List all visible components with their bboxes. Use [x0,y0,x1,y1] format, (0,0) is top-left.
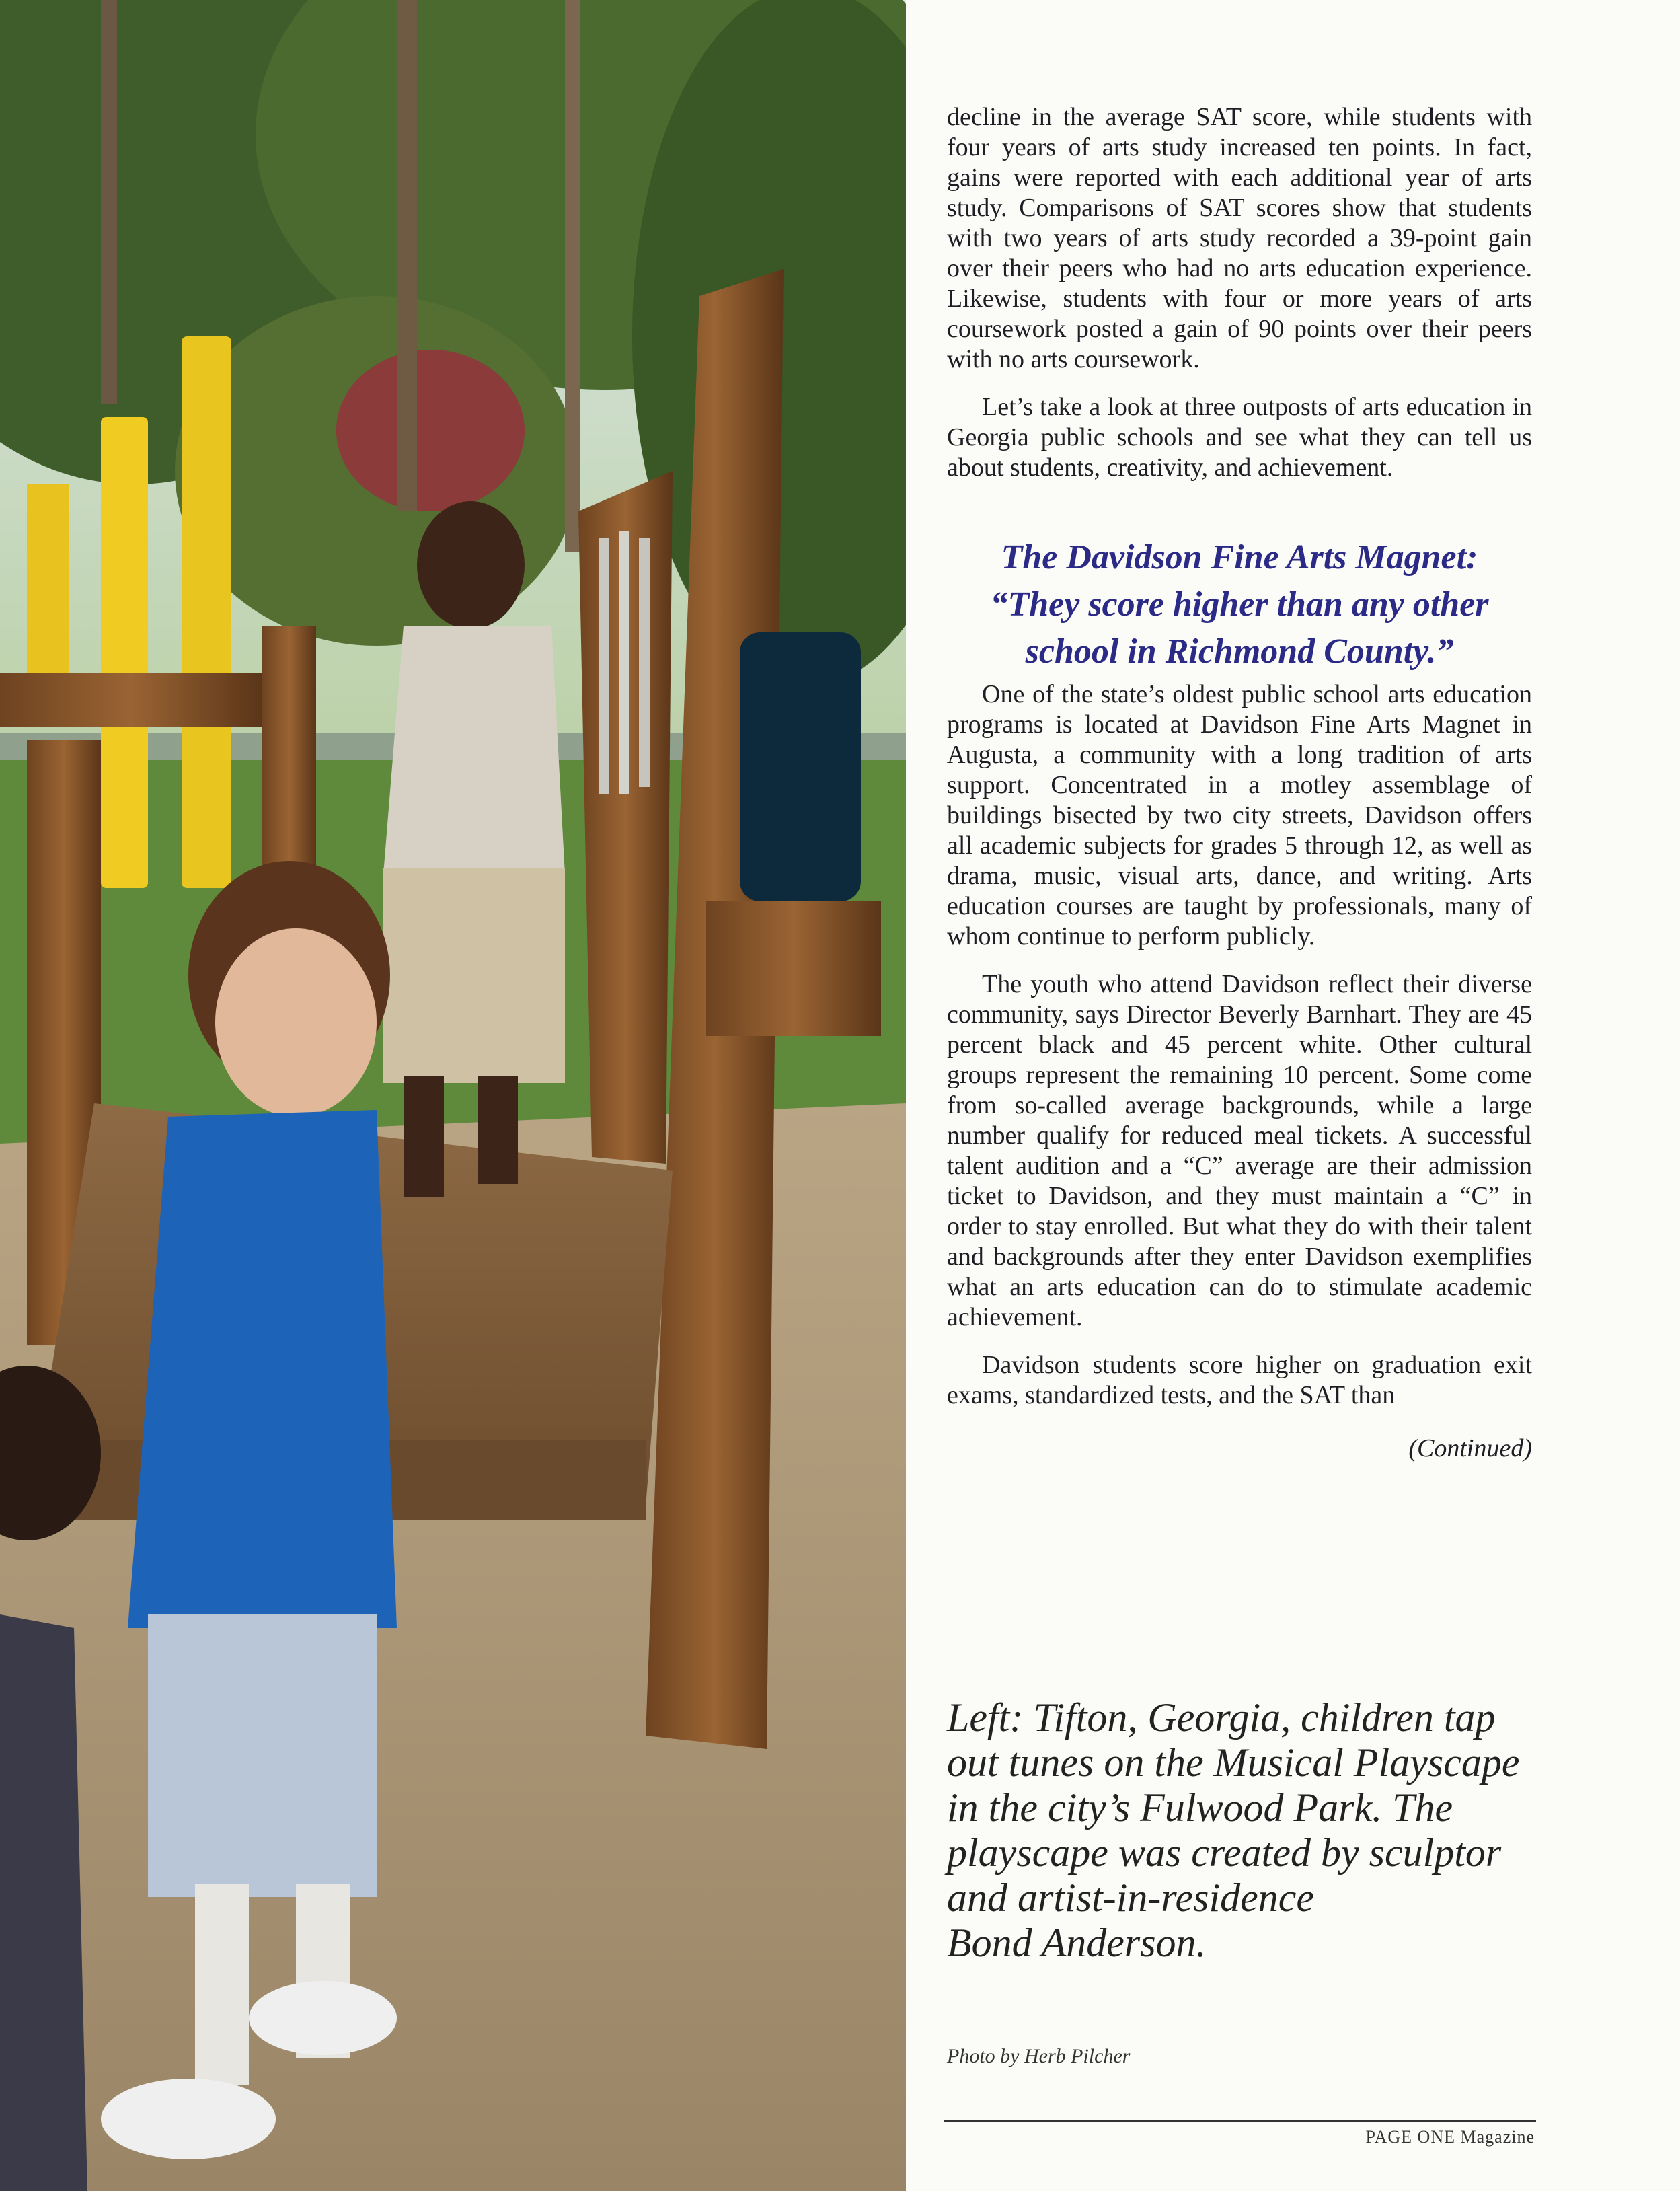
article-paragraph-3: One of the state’s oldest public school arts education programs is located at Davidson Fine Arts Magnet in Augusta, a community with a long tradition of arts support. Concentrated in a motley assemblage of buildings bisected by two city streets, Davidson offers all academic subjects for grades 5 through 12, as well as drama, music, visual arts, dance, and writing. Arts education courses are taught by professionals, many of whom continue to perform publicly. [947,680,1532,951]
article-paragraph-2: Let’s take a look at three outposts of arts education in Georgia public schools and see what they can tell us about students, creativity, and achievement. [947,393,1532,482]
photo-caption: Left: Tifton, Georgia, children tap out tunes on the Musical Playscape in the city’s Fulwood Park. The playscape was created by sculptor and artist-in-residence Bond Anderson. [947,1695,1520,1965]
article-paragraph-1: decline in the average SAT score, while students with four years of arts study increased ten points. In fact, gains were reported with each additional year of arts study. Comparisons of SAT scores show that students with two years of arts study recorded a 39-point gain over their peers who had no arts education experience. Likewise, students with four or more years of arts coursework posted a gain of 90 points over their peers with no arts coursework. [947,103,1532,373]
continued-label: (Continued) [1408,1434,1532,1462]
magazine-footer: PAGE ONE Magazine [1365,2127,1535,2147]
headline-line-3: school in Richmond County.” [1025,632,1454,671]
article-paragraph-5: Davidson students score higher on graduation exit exams, standardized tests, and the SAT than [947,1351,1532,1409]
article-column [947,102,1532,1464]
section-headline [947,534,1532,675]
article-paragraph-4: The youth who attend Davidson reflect their diverse community, says Director Beverly Barnhart. They are 45 percent black and 45 percent white. Other cultural groups represent the remaining 10 percent. Some come from so-called average backgrounds, while a large number qualify for reduced meal tickets. A successful talent audition and a “C” average are their admission ticket to Davidson, and they must maintain a “C” in order to stay enrolled. But what they do with their talent and backgrounds after they enter Davidson exemplifies what an arts education can do to stimulate academic achievement. [947,970,1532,1331]
headline-line-2: “They score higher than any other [990,585,1489,624]
photo-credit: Photo by Herb Pilcher [947,2045,1131,2067]
headline-line-1: The Davidson Fine Arts Magnet: [1001,538,1478,577]
footer-rule [944,2120,1536,2122]
